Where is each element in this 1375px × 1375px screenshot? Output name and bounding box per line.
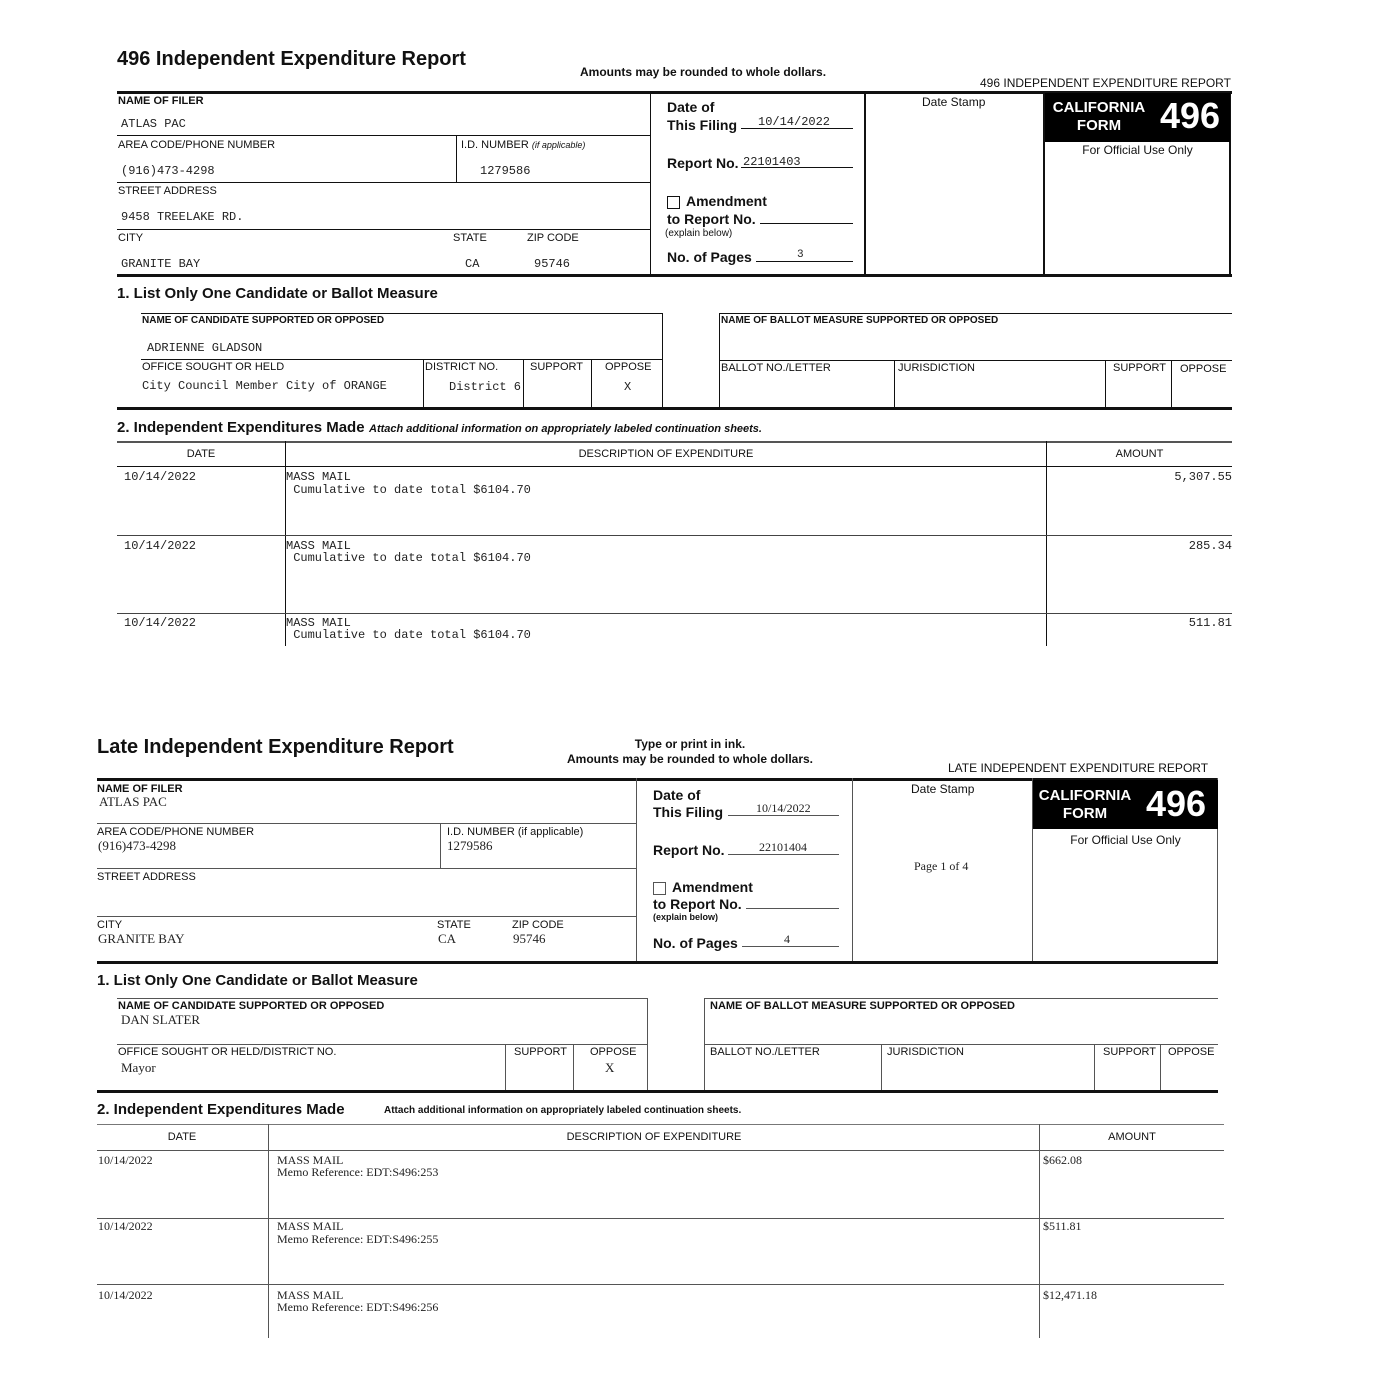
official-use-label: For Official Use Only: [1070, 833, 1181, 847]
explain-below-label: (explain below): [653, 912, 719, 922]
section2-note: Attach additional information on appropriately labeled continuation sheets.: [384, 1105, 742, 1116]
candidate-value[interactable]: DAN SLATER: [121, 1012, 201, 1027]
col-date: DATE: [186, 448, 216, 460]
form2-title: Late Independent Expenditure Report: [97, 736, 454, 758]
filer-name-label: NAME OF FILER: [97, 783, 183, 795]
row-amount: 285.34: [1188, 539, 1232, 553]
form1-header-right: 496 INDEPENDENT EXPENDITURE REPORT: [980, 76, 1231, 90]
row-amount: 5,307.55: [1174, 470, 1232, 484]
district-label: DISTRICT NO.: [425, 361, 499, 373]
row-desc: MASS MAIL: [286, 539, 351, 553]
support-label: SUPPORT: [530, 361, 583, 373]
section2-heading-row: [117, 419, 762, 437]
office-label: OFFICE SOUGHT OR HELD/DISTRICT NO.: [118, 1046, 337, 1058]
date-stamp-label: Date Stamp: [922, 95, 986, 109]
row-memo: Cumulative to date total $6104.70: [286, 551, 531, 565]
row-amount: 511.81: [1188, 616, 1232, 630]
col-description: DESCRIPTION OF EXPENDITURE: [578, 448, 754, 460]
col-date: DATE: [167, 1131, 197, 1143]
street-value[interactable]: 9458 TREELAKE RD.: [121, 210, 244, 224]
form1-rounding-note: Amounts may be rounded to whole dollars.: [580, 65, 827, 79]
measure-support-label: SUPPORT: [1113, 362, 1166, 374]
ballot-measure-label: NAME OF BALLOT MEASURE SUPPORTED OR OPPOSED: [710, 1000, 1015, 1012]
measure-oppose-label: OPPOSE: [1168, 1046, 1215, 1058]
office-label: OFFICE SOUGHT OR HELD: [142, 361, 285, 373]
row-date: 10/14/2022: [124, 539, 197, 553]
ballot-measure-label: NAME OF BALLOT MEASURE SUPPORTED OR OPPOSED: [721, 315, 999, 326]
city-label: CITY: [97, 919, 123, 931]
phone-value[interactable]: (916)473-4298: [121, 164, 215, 178]
filer-name-value[interactable]: ATLAS PAC: [99, 794, 167, 809]
section2-heading: 2. Independent Expenditures Made: [97, 1101, 345, 1118]
form2-rounding-note: Amounts may be rounded to whole dollars.: [566, 752, 814, 766]
col-amount: AMOUNT: [1108, 1131, 1156, 1143]
id-number-label: I.D. NUMBER (if applicable): [447, 826, 584, 838]
filer-name-label: NAME OF FILER: [118, 95, 204, 107]
amendment-checkbox[interactable]: [667, 196, 680, 209]
california-form-badge: CALIFORNIA FORM 496: [1045, 93, 1230, 142]
measure-oppose-label: OPPOSE: [1180, 363, 1227, 375]
row-desc: MASS MAIL: [286, 616, 351, 630]
col-description: DESCRIPTION OF EXPENDITURE: [566, 1131, 742, 1143]
section2-heading: 2. Independent Expenditures Made: [117, 419, 365, 436]
filing-date-value[interactable]: 10/14/2022: [756, 801, 811, 815]
form-number: 496: [1146, 783, 1207, 824]
oppose-value[interactable]: X: [605, 1060, 615, 1075]
explain-below-label: (explain below): [665, 228, 733, 239]
street-label: STREET ADDRESS: [97, 871, 196, 883]
candidate-label: NAME OF CANDIDATE SUPPORTED OR OPPOSED: [142, 315, 385, 326]
oppose-label: OPPOSE: [590, 1046, 637, 1058]
row-memo: Memo Reference: EDT:S496:253: [277, 1165, 439, 1179]
this-filing-label: This Filing: [667, 117, 737, 133]
city-value[interactable]: GRANITE BAY: [98, 931, 185, 946]
page-indicator: Page 1 of 4: [914, 859, 969, 873]
ballot-no-label: BALLOT NO./LETTER: [710, 1046, 820, 1058]
form2-ink-note: Type or print in ink.: [634, 737, 746, 751]
state-value[interactable]: CA: [438, 931, 457, 946]
col-amount: AMOUNT: [1115, 448, 1164, 460]
pages-value[interactable]: 3: [797, 249, 804, 261]
row-date: 10/14/2022: [98, 1288, 153, 1302]
amendment-label: Amendment: [686, 193, 767, 209]
row-date: 10/14/2022: [98, 1153, 153, 1167]
to-report-no-label: to Report No.: [653, 896, 742, 912]
date-of-label: Date of: [667, 99, 715, 115]
street-label: STREET ADDRESS: [118, 185, 217, 197]
city-value[interactable]: GRANITE BAY: [121, 257, 201, 271]
phone-label: AREA CODE/PHONE NUMBER: [97, 826, 255, 838]
row-memo: Memo Reference: EDT:S496:255: [277, 1232, 439, 1246]
section1-heading: 1. List Only One Candidate or Ballot Measure: [117, 285, 438, 302]
state-value[interactable]: CA: [465, 257, 480, 271]
report-no-label: Report No.: [653, 842, 725, 858]
oppose-value[interactable]: X: [624, 380, 632, 394]
california-form-badge: CALIFORNIA FORM 496: [1033, 780, 1218, 829]
row-memo: Cumulative to date total $6104.70: [286, 628, 531, 642]
row-desc: MASS MAIL: [277, 1288, 344, 1302]
section2-note: Attach additional information on appropriately labeled continuation sheets.: [369, 423, 762, 435]
row-desc: MASS MAIL: [277, 1153, 344, 1167]
row-date: 10/14/2022: [124, 616, 197, 630]
form-number: 496: [1160, 95, 1221, 136]
form2-header-right: LATE INDEPENDENT EXPENDITURE REPORT: [948, 761, 1209, 775]
row-memo: Cumulative to date total $6104.70: [286, 483, 531, 497]
amendment-checkbox[interactable]: [653, 882, 666, 895]
ballot-no-label: BALLOT NO./LETTER: [721, 362, 831, 374]
amendment-label: Amendment: [672, 879, 753, 895]
report-no-label: Report No.: [667, 155, 739, 171]
report-no-value[interactable]: 22101403: [743, 155, 801, 169]
this-filing-label: This Filing: [653, 804, 723, 820]
row-memo: Memo Reference: EDT:S496:256: [277, 1300, 439, 1314]
office-value[interactable]: Mayor: [121, 1060, 156, 1075]
phone-label: AREA CODE/PHONE NUMBER: [118, 139, 276, 151]
zip-label: ZIP CODE: [512, 919, 564, 931]
to-report-no-label: to Report No.: [667, 211, 756, 227]
section1-heading: 1. List Only One Candidate or Ballot Measure: [97, 972, 418, 989]
candidate-label: NAME OF CANDIDATE SUPPORTED OR OPPOSED: [118, 1000, 385, 1012]
city-label: CITY: [118, 232, 144, 244]
form1-title: 496 Independent Expenditure Report: [117, 48, 466, 70]
candidate-value[interactable]: ADRIENNE GLADSON: [147, 341, 263, 355]
row-amount: $12,471.18: [1043, 1288, 1097, 1302]
report-no-value[interactable]: 22101404: [759, 840, 807, 854]
measure-support-label: SUPPORT: [1103, 1046, 1156, 1058]
id-number-label: I.D. NUMBER (if applicable): [461, 139, 586, 151]
filer-name-value[interactable]: ATLAS PAC: [121, 117, 186, 131]
zip-label: ZIP CODE: [527, 232, 579, 244]
district-value[interactable]: District 6: [449, 380, 522, 394]
date-stamp-label: Date Stamp: [911, 782, 975, 796]
oppose-label: OPPOSE: [605, 361, 652, 373]
office-value[interactable]: City Council Member City of ORANGE: [142, 379, 387, 393]
row-date: 10/14/2022: [98, 1219, 153, 1233]
row-amount: $511.81: [1043, 1219, 1082, 1233]
state-label: STATE: [453, 232, 487, 244]
jurisdiction-label: JURISDICTION: [887, 1046, 964, 1058]
support-label: SUPPORT: [514, 1046, 567, 1058]
state-label: STATE: [437, 919, 471, 931]
date-of-label: Date of: [653, 787, 701, 803]
row-desc: MASS MAIL: [277, 1219, 344, 1233]
phone-value[interactable]: (916)473-4298: [98, 838, 176, 853]
filing-date-value[interactable]: 10/14/2022: [758, 115, 831, 129]
official-use-label: For Official Use Only: [1082, 143, 1193, 157]
pages-value[interactable]: 4: [784, 932, 790, 946]
row-desc: MASS MAIL: [286, 470, 351, 484]
zip-value[interactable]: 95746: [513, 931, 546, 946]
pages-label: No. of Pages: [653, 935, 738, 951]
jurisdiction-label: JURISDICTION: [898, 362, 975, 374]
row-amount: $662.08: [1043, 1153, 1082, 1167]
id-number-value[interactable]: 1279586: [447, 838, 493, 853]
row-date: 10/14/2022: [124, 470, 197, 484]
id-number-value[interactable]: 1279586: [480, 164, 531, 178]
zip-value[interactable]: 95746: [534, 257, 571, 271]
pages-label: No. of Pages: [667, 249, 752, 265]
